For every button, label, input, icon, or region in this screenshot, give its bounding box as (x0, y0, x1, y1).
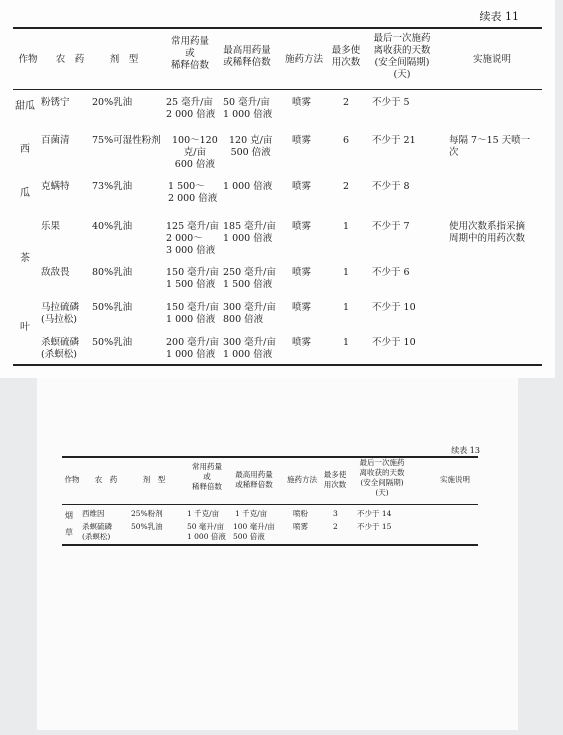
method: 喷粉 (293, 509, 308, 518)
safety-interval: 不少于 14 (357, 509, 392, 518)
max-dose: 50 毫升/亩 1 000 倍液 (223, 97, 273, 120)
header-safety-interval: 最后一次施药 离收获的天数 (安全间隔期) (天) (373, 33, 431, 80)
common-dose: 150 毫升/亩 1 500 倍液 (166, 267, 219, 290)
safety-interval: 不少于 8 (372, 181, 410, 192)
method: 喷雾 (293, 522, 308, 531)
crop-tea-2: 叶 (20, 322, 30, 333)
max-times: 3 (333, 509, 338, 518)
continuation-note: 续表 11 (479, 10, 519, 23)
common-dose: 150 毫升/亩 1 000 倍液 (166, 302, 219, 325)
common-dose: 50 毫升/亩 1 000 倍液 (187, 522, 226, 541)
implementation-note: 每隔 7～15 天喷一 次 (449, 135, 531, 158)
header-bottom-rule (62, 504, 478, 505)
common-dose: 100～120 克/亩 600 倍液 (172, 135, 218, 170)
method: 喷雾 (292, 337, 312, 348)
formulation: 75%可湿性粉剂 (92, 135, 161, 146)
safety-interval: 不少于 10 (372, 302, 416, 313)
table-top-rule (13, 27, 542, 29)
crop-watermelon-1: 西 (20, 144, 30, 155)
formulation: 73%乳油 (92, 181, 133, 192)
crop-melon: 甜瓜 (15, 101, 35, 112)
method: 喷雾 (292, 267, 312, 278)
header-method: 施药方法 (287, 475, 317, 484)
pesticide-name: 百菌清 (41, 135, 70, 146)
common-dose: 125 毫升/亩 2 000～ 3 000 倍液 (166, 221, 219, 256)
max-times: 2 (343, 181, 350, 192)
method: 喷雾 (292, 97, 312, 108)
common-dose: 25 毫升/亩 2 000 倍液 (166, 97, 216, 120)
safety-interval: 不少于 10 (372, 337, 416, 348)
max-dose: 250 毫升/亩 1 500 倍液 (223, 267, 276, 290)
max-dose: 300 毫升/亩 1 000 倍液 (223, 337, 276, 360)
safety-interval: 不少于 5 (372, 97, 410, 108)
formulation: 20%乳油 (92, 97, 133, 108)
max-dose: 100 毫升/亩 500 倍液 (233, 522, 275, 541)
formulation: 25%粉剂 (131, 509, 163, 518)
table-bottom-rule (62, 544, 478, 546)
method: 喷雾 (292, 135, 312, 146)
crop-tea-1: 茶 (20, 253, 30, 264)
implementation-note: 使用次数系指采摘 周期中的用药次数 (449, 221, 526, 244)
method: 喷雾 (292, 221, 312, 232)
common-dose: 1 千克/亩 (187, 509, 220, 518)
max-dose: 185 毫升/亩 1 000 倍液 (223, 221, 276, 244)
safety-interval: 不少于 15 (357, 522, 392, 531)
continuation-note: 续表 13 (451, 446, 480, 455)
header-crop: 作物 (64, 475, 80, 484)
safety-interval: 不少于 7 (372, 221, 410, 232)
header-notes: 实施说明 (440, 475, 470, 484)
max-times: 1 (343, 221, 350, 232)
method: 喷雾 (292, 181, 312, 192)
formulation: 80%乳油 (92, 267, 133, 278)
max-times: 2 (343, 97, 350, 108)
header-common-dose: 常用药量 或 稀释倍数 (192, 462, 222, 491)
crop-watermelon-2: 瓜 (20, 188, 30, 199)
crop-tobacco-1: 烟 (65, 511, 73, 520)
formulation: 50%乳油 (92, 337, 133, 348)
header-safety-interval: 最后一次施药 离收获的天数 (安全间隔期) (天) (359, 458, 405, 497)
header-formulation: 剂 型 (142, 475, 166, 484)
common-dose: 1 500～ 2 000 倍液 (168, 181, 218, 204)
max-times: 6 (343, 135, 350, 146)
max-times: 1 (343, 302, 350, 313)
header-max-times: 最多使 用次数 (331, 45, 361, 68)
table-bottom-rule (13, 364, 542, 366)
formulation: 40%乳油 (92, 221, 133, 232)
header-max-dose: 最高用药量 或稀释倍数 (223, 45, 271, 68)
header-max-dose: 最高用药量 或稀释倍数 (235, 470, 273, 489)
pesticide-name: 克螨特 (41, 181, 70, 192)
max-times: 1 (343, 267, 350, 278)
table-top-rule (62, 456, 478, 458)
safety-interval: 不少于 6 (372, 267, 410, 278)
max-dose: 1 千克/亩 (235, 509, 268, 518)
header-bottom-rule (13, 89, 542, 90)
pesticide-name: 敌敌畏 (41, 267, 70, 278)
pesticide-name: 马拉硫磷 (马拉松) (41, 302, 80, 325)
header-formulation: 剂 型 (109, 54, 139, 65)
pesticide-name: 粉锈宁 (41, 97, 70, 108)
max-dose: 1 000 倍液 (223, 181, 273, 192)
max-times: 1 (343, 337, 350, 348)
table-13-page (37, 378, 518, 730)
method: 喷雾 (292, 302, 312, 313)
safety-interval: 不少于 21 (372, 135, 416, 146)
header-max-times: 最多使 用次数 (323, 470, 347, 489)
header-method: 施药方法 (284, 54, 324, 65)
pesticide-name: 杀螟硫磷 (杀螟松) (82, 522, 112, 541)
formulation: 50%乳油 (92, 302, 133, 313)
header-pesticide: 农 药 (94, 475, 118, 484)
crop-tobacco-2: 草 (65, 528, 73, 537)
header-pesticide: 农 药 (55, 54, 85, 65)
pesticide-name: 乐果 (41, 221, 61, 232)
pesticide-name: 西维因 (82, 509, 105, 518)
pesticide-name: 杀螟硫磷 (杀螟松) (41, 337, 80, 360)
header-crop: 作物 (18, 54, 38, 65)
header-common-dose: 常用药量 或 稀释倍数 (170, 36, 210, 71)
max-dose: 120 克/亩 500 倍液 (229, 135, 273, 158)
max-dose: 300 毫升/亩 800 倍液 (223, 302, 276, 325)
max-times: 2 (333, 522, 338, 531)
formulation: 50%乳油 (131, 522, 163, 531)
common-dose: 200 毫升/亩 1 000 倍液 (166, 337, 219, 360)
header-notes: 实施说明 (472, 54, 512, 65)
